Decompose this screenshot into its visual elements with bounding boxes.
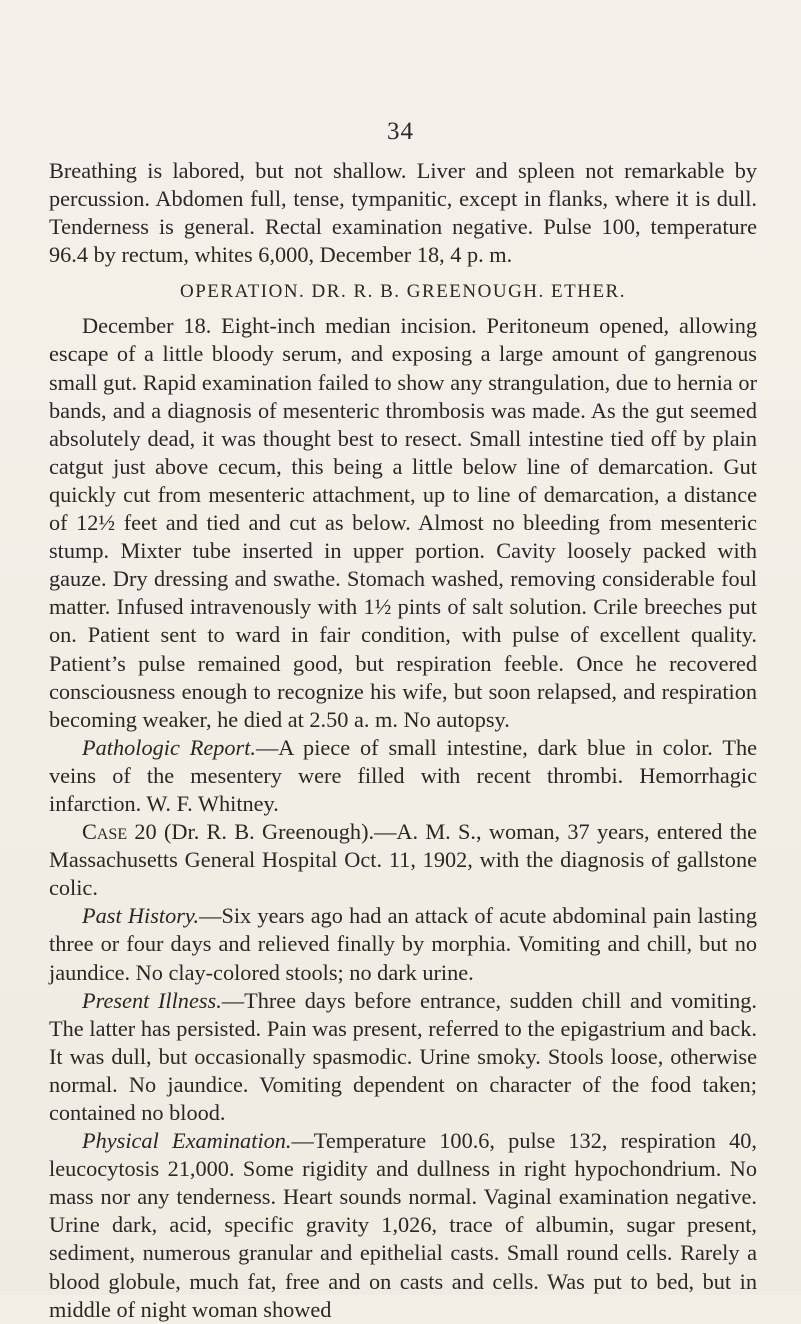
operation-heading: OPERATION. DR. R. B. GREENOUGH. ETHER. [180,281,626,303]
physical-examination-lead: Physical Examination. [82,1128,292,1154]
paragraph-operation: December 18. Eight-inch median incision. Peritoneum opened, allowing escape of a little bloody serum, and exposing a large amount of gangrenous small gut. Rapid examination failed to show any strangulation, due to hernia or bands, and a diagnosis of mesenteric thrombosis was made. As the gut seemed absolutely dead, it was thought best to resect. Small intestine tied off by plain catgut just above cecum, this being a little below line of demarcation. Gut quickly cut from mesenteric attachment, up to line of demarcation, a distance of 12½ feet and tied and cut as below. Almost no bleeding from mesenteric stump. Mixter tube inserted in upper portion. Cavity loosely packed with gauze. Dry dressing and swathe. Stomach washed, removing considerable foul matter. Infused intravenously with 1½ pints of salt solution. Crile breeches put on. Patient sent to ward in fair condition, with pulse of excellent quality. Patient’s pulse remained good, but respiration feeble. Once he recovered consciousness enough to recognize his wife, but soon relapsed, and respiration becoming weaker, he died at 2.50 a. m. No autopsy. [49,313,757,732]
past-history-text: —Six years ago had an attack of acute abdominal pain lasting three or four days and relieved finally by morphia. Vomiting and chill, but no jaundice. No clay-colored stools; no dark urine. [49,903,757,985]
case-20-lead: Case 20 [82,819,157,845]
present-illness-text: —Three days before entrance, sudden chill and vomiting. The latter has persisted. Pain was present, referred to the epigastrium and back. It was dull, but occasionally spasmodic. Urine smoky. Stools loose, otherwise normal. No jaundice. Vomiting dependent on character of the food taken; contained no blood. [49,987,757,1125]
pathologic-report-lead: Pathologic Report. [82,734,256,760]
present-illness-lead: Present Illness. [82,987,222,1013]
body-text [49,157,757,1324]
paragraph-past-history [49,902,757,986]
past-history-lead: Past History. [82,903,200,929]
paragraph-pathologic-report [49,734,757,818]
page-number: 34 [387,118,414,145]
physical-examination-text: —Temperature 100.6, pulse 132, respiration 40, leucocytosis 21,000. Some rigidity and dullness in right hypochondrium. No mass nor any tenderness. Heart sounds normal. Vaginal examination negative. Urine dark, acid, specific gravity 1,026, trace of albumin, sugar present, sediment, numerous granular and epithelial casts. Small round cells. Rarely a blood globule, much fat, free and on casts and cells. Was put to bed, but in middle of night woman showed [49,1128,757,1322]
paragraph-case-20 [49,818,757,902]
paragraph-breathing: Breathing is labored, but not shallow. Liver and spleen not remarkable by percussion. Abdomen full, tense, tympanitic, except in flanks, where it is dull. Tenderness is general. Rectal examination negative. Pulse 100, temperature 96.4 by rectum, whites 6,000, December 18, 4 p. m. [49,158,757,268]
paragraph-physical-examination [49,1127,757,1324]
case-20-text: (Dr. R. B. Greenough).—A. M. S., woman, 37 years, entered the Massachusetts General Hospital Oct. 11, 1902, with the diagnosis of gallstone colic. [49,819,757,901]
pathologic-report-text: —A piece of small intestine, dark blue in color. The veins of the mesentery were filled with recent thrombi. Hemorrhagic infarction. W. F. Whitney. [49,734,757,816]
paragraph-present-illness [49,987,757,1127]
